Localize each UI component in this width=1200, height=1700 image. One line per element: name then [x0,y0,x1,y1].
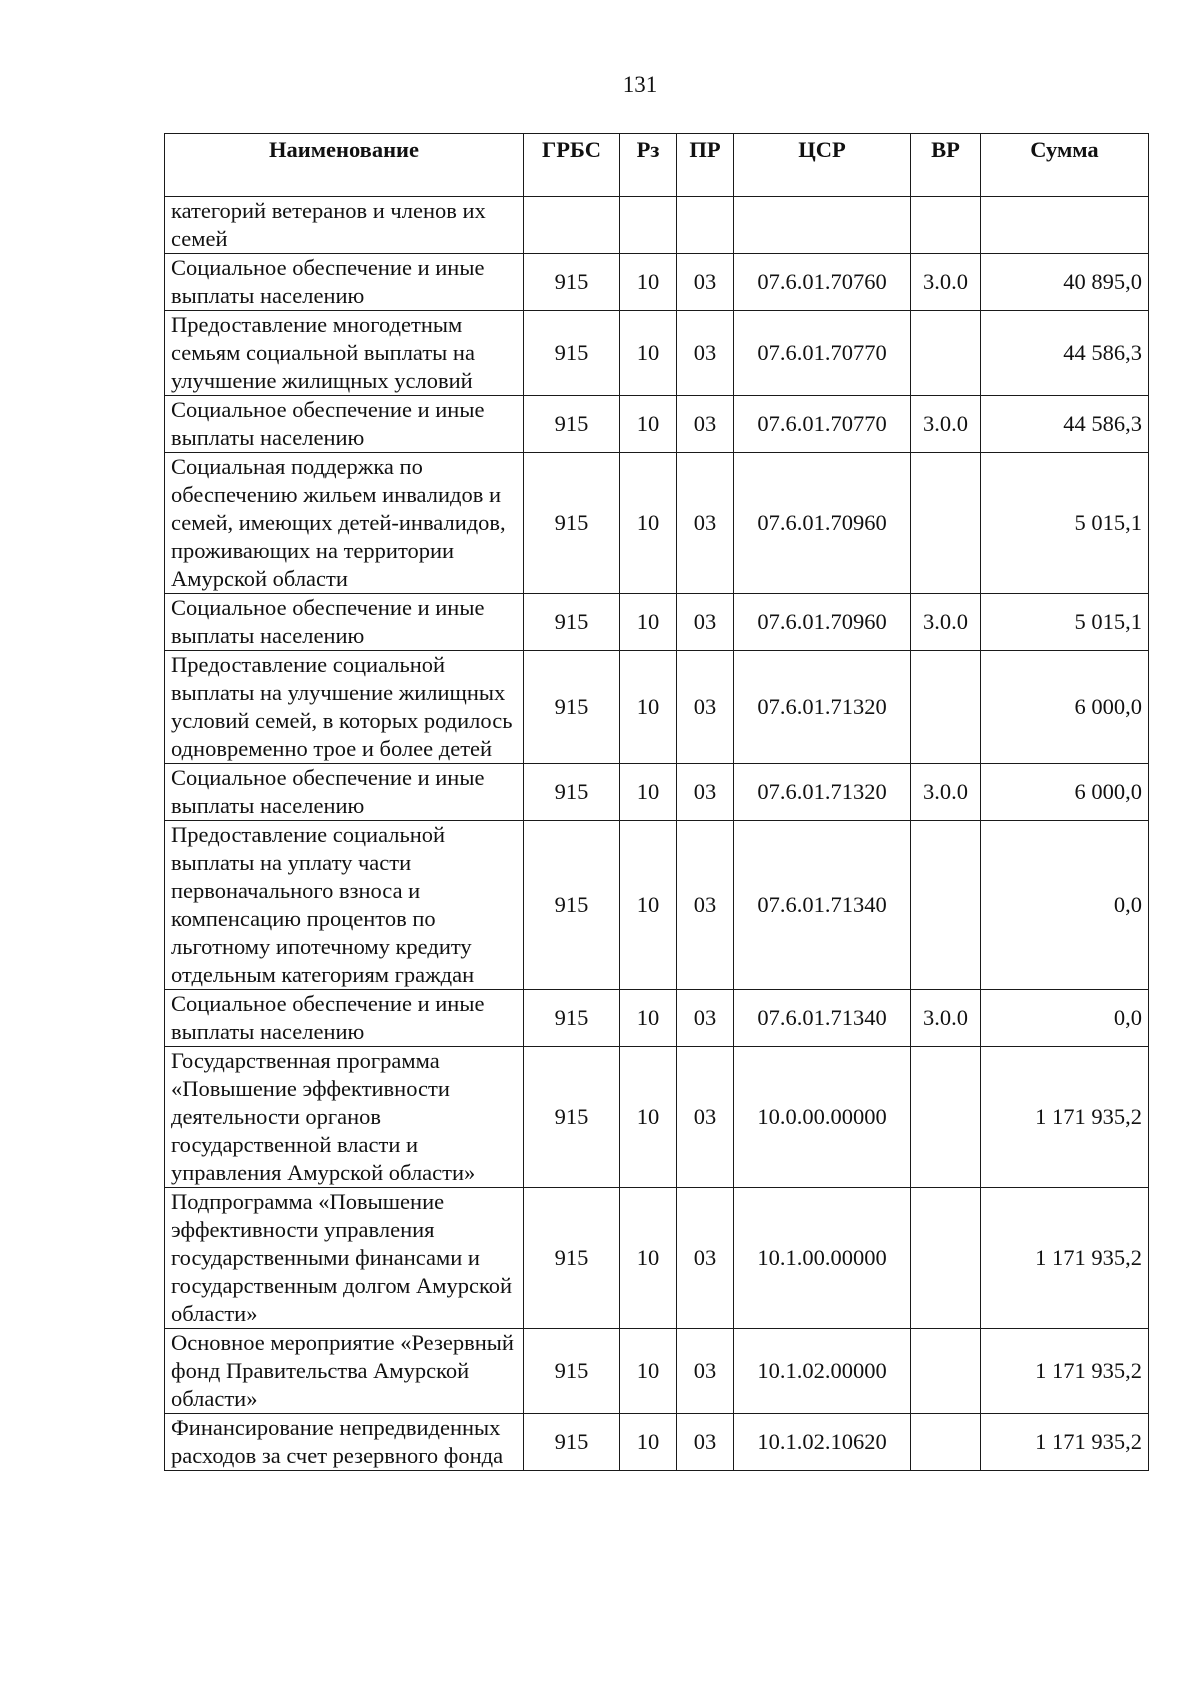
cell-vr [911,1329,981,1414]
cell-name: Социальное обеспечение и иные выплаты населению [165,594,524,651]
table-row [165,453,1149,594]
header-sum: Сумма [981,134,1149,197]
cell-sum: 6 000,0 [981,651,1149,764]
cell-csr: 10.0.00.00000 [734,1047,911,1188]
cell-grbs: 915 [524,453,620,594]
cell-name: Предоставление социальной выплаты на уплату части первоначального взноса и компенсацию процентов по льготному ипотечному кредиту отдельным категориям граждан [165,821,524,990]
table-row [165,254,1149,311]
cell-sum: 1 171 935,2 [981,1414,1149,1471]
header-name: Наименование [165,134,524,197]
cell-vr: 3.0.0 [911,764,981,821]
cell-grbs: 915 [524,396,620,453]
cell-vr [911,311,981,396]
cell-sum: 1 171 935,2 [981,1329,1149,1414]
cell-sum [981,197,1149,254]
cell-name: Государственная программа «Повышение эффективности деятельности органов государственной власти и управления Амурской области» [165,1047,524,1188]
page-number: 131 [622,72,658,97]
cell-rz: 10 [620,453,677,594]
cell-pr [677,197,734,254]
table-row [165,764,1149,821]
cell-sum: 44 586,3 [981,311,1149,396]
cell-pr: 03 [677,254,734,311]
header-grbs: ГРБС [524,134,620,197]
cell-csr: 07.6.01.71320 [734,651,911,764]
cell-sum: 0,0 [981,990,1149,1047]
cell-pr: 03 [677,764,734,821]
cell-vr [911,1188,981,1329]
cell-grbs: 915 [524,821,620,990]
cell-sum: 1 171 935,2 [981,1188,1149,1329]
cell-pr: 03 [677,311,734,396]
cell-csr: 07.6.01.70960 [734,594,911,651]
cell-rz: 10 [620,594,677,651]
table-row [165,197,1149,254]
cell-csr: 07.6.01.70770 [734,396,911,453]
cell-rz: 10 [620,990,677,1047]
cell-vr [911,1047,981,1188]
cell-grbs: 915 [524,1188,620,1329]
cell-vr [911,821,981,990]
cell-name: Социальное обеспечение и иные выплаты населению [165,990,524,1047]
cell-pr: 03 [677,651,734,764]
cell-grbs: 915 [524,764,620,821]
cell-vr: 3.0.0 [911,396,981,453]
cell-name: Социальное обеспечение и иные выплаты населению [165,254,524,311]
cell-vr [911,453,981,594]
cell-vr [911,1414,981,1471]
cell-name: Основное мероприятие «Резервный фонд Правительства Амурской области» [165,1329,524,1414]
cell-rz: 10 [620,1329,677,1414]
cell-csr: 07.6.01.70760 [734,254,911,311]
cell-pr: 03 [677,1047,734,1188]
cell-pr: 03 [677,1188,734,1329]
cell-csr: 10.1.00.00000 [734,1188,911,1329]
cell-name: Предоставление многодетным семьям социальной выплаты на улучшение жилищных условий [165,311,524,396]
cell-rz: 10 [620,821,677,990]
cell-grbs: 915 [524,1047,620,1188]
cell-sum: 5 015,1 [981,594,1149,651]
cell-rz: 10 [620,1414,677,1471]
cell-pr: 03 [677,821,734,990]
cell-csr: 07.6.01.70770 [734,311,911,396]
header-vr: ВР [911,134,981,197]
cell-pr: 03 [677,594,734,651]
cell-pr: 03 [677,990,734,1047]
cell-csr: 07.6.01.70960 [734,453,911,594]
cell-rz: 10 [620,311,677,396]
table-row [165,651,1149,764]
table-row [165,1047,1149,1188]
header-pr: ПР [677,134,734,197]
table-row [165,1329,1149,1414]
cell-grbs: 915 [524,254,620,311]
cell-rz: 10 [620,1188,677,1329]
cell-name: категорий ветеранов и членов их семей [165,197,524,254]
header-csr: ЦСР [734,134,911,197]
cell-rz: 10 [620,764,677,821]
table-row [165,311,1149,396]
cell-sum: 1 171 935,2 [981,1047,1149,1188]
cell-rz [620,197,677,254]
cell-name: Социальная поддержка по обеспечению жильем инвалидов и семей, имеющих детей-инвалидов, проживающих на территории Амурской области [165,453,524,594]
cell-sum: 44 586,3 [981,396,1149,453]
header-rz: Рз [620,134,677,197]
cell-sum: 5 015,1 [981,453,1149,594]
cell-rz: 10 [620,396,677,453]
cell-pr: 03 [677,396,734,453]
cell-csr: 07.6.01.71320 [734,764,911,821]
table-header-row [165,134,1149,197]
cell-grbs: 915 [524,311,620,396]
cell-grbs: 915 [524,594,620,651]
cell-vr: 3.0.0 [911,254,981,311]
table-row [165,821,1149,990]
cell-name: Социальное обеспечение и иные выплаты населению [165,396,524,453]
table-row [165,594,1149,651]
cell-csr [734,197,911,254]
cell-vr: 3.0.0 [911,990,981,1047]
cell-pr: 03 [677,1414,734,1471]
cell-grbs: 915 [524,1329,620,1414]
cell-grbs: 915 [524,990,620,1047]
cell-rz: 10 [620,254,677,311]
cell-pr: 03 [677,453,734,594]
cell-pr: 03 [677,1329,734,1414]
cell-name: Социальное обеспечение и иные выплаты населению [165,764,524,821]
cell-csr: 07.6.01.71340 [734,990,911,1047]
cell-sum: 40 895,0 [981,254,1149,311]
cell-vr: 3.0.0 [911,594,981,651]
cell-sum: 6 000,0 [981,764,1149,821]
cell-csr: 10.1.02.10620 [734,1414,911,1471]
table-row [165,1414,1149,1471]
cell-grbs [524,197,620,254]
cell-csr: 07.6.01.71340 [734,821,911,990]
cell-vr [911,197,981,254]
table-row [165,990,1149,1047]
cell-grbs: 915 [524,1414,620,1471]
cell-vr [911,651,981,764]
table-row [165,1188,1149,1329]
cell-name: Подпрограмма «Повышение эффективности управления государственными финансами и государственным долгом Амурской области» [165,1188,524,1329]
cell-rz: 10 [620,1047,677,1188]
table-row [165,396,1149,453]
cell-sum: 0,0 [981,821,1149,990]
cell-rz: 10 [620,651,677,764]
cell-csr: 10.1.02.00000 [734,1329,911,1414]
budget-table [164,133,1149,1471]
cell-name: Финансирование непредвиденных расходов за счет резервного фонда [165,1414,524,1471]
cell-name: Предоставление социальной выплаты на улучшение жилищных условий семей, в которых родилось одновременно трое и более детей [165,651,524,764]
cell-grbs: 915 [524,651,620,764]
